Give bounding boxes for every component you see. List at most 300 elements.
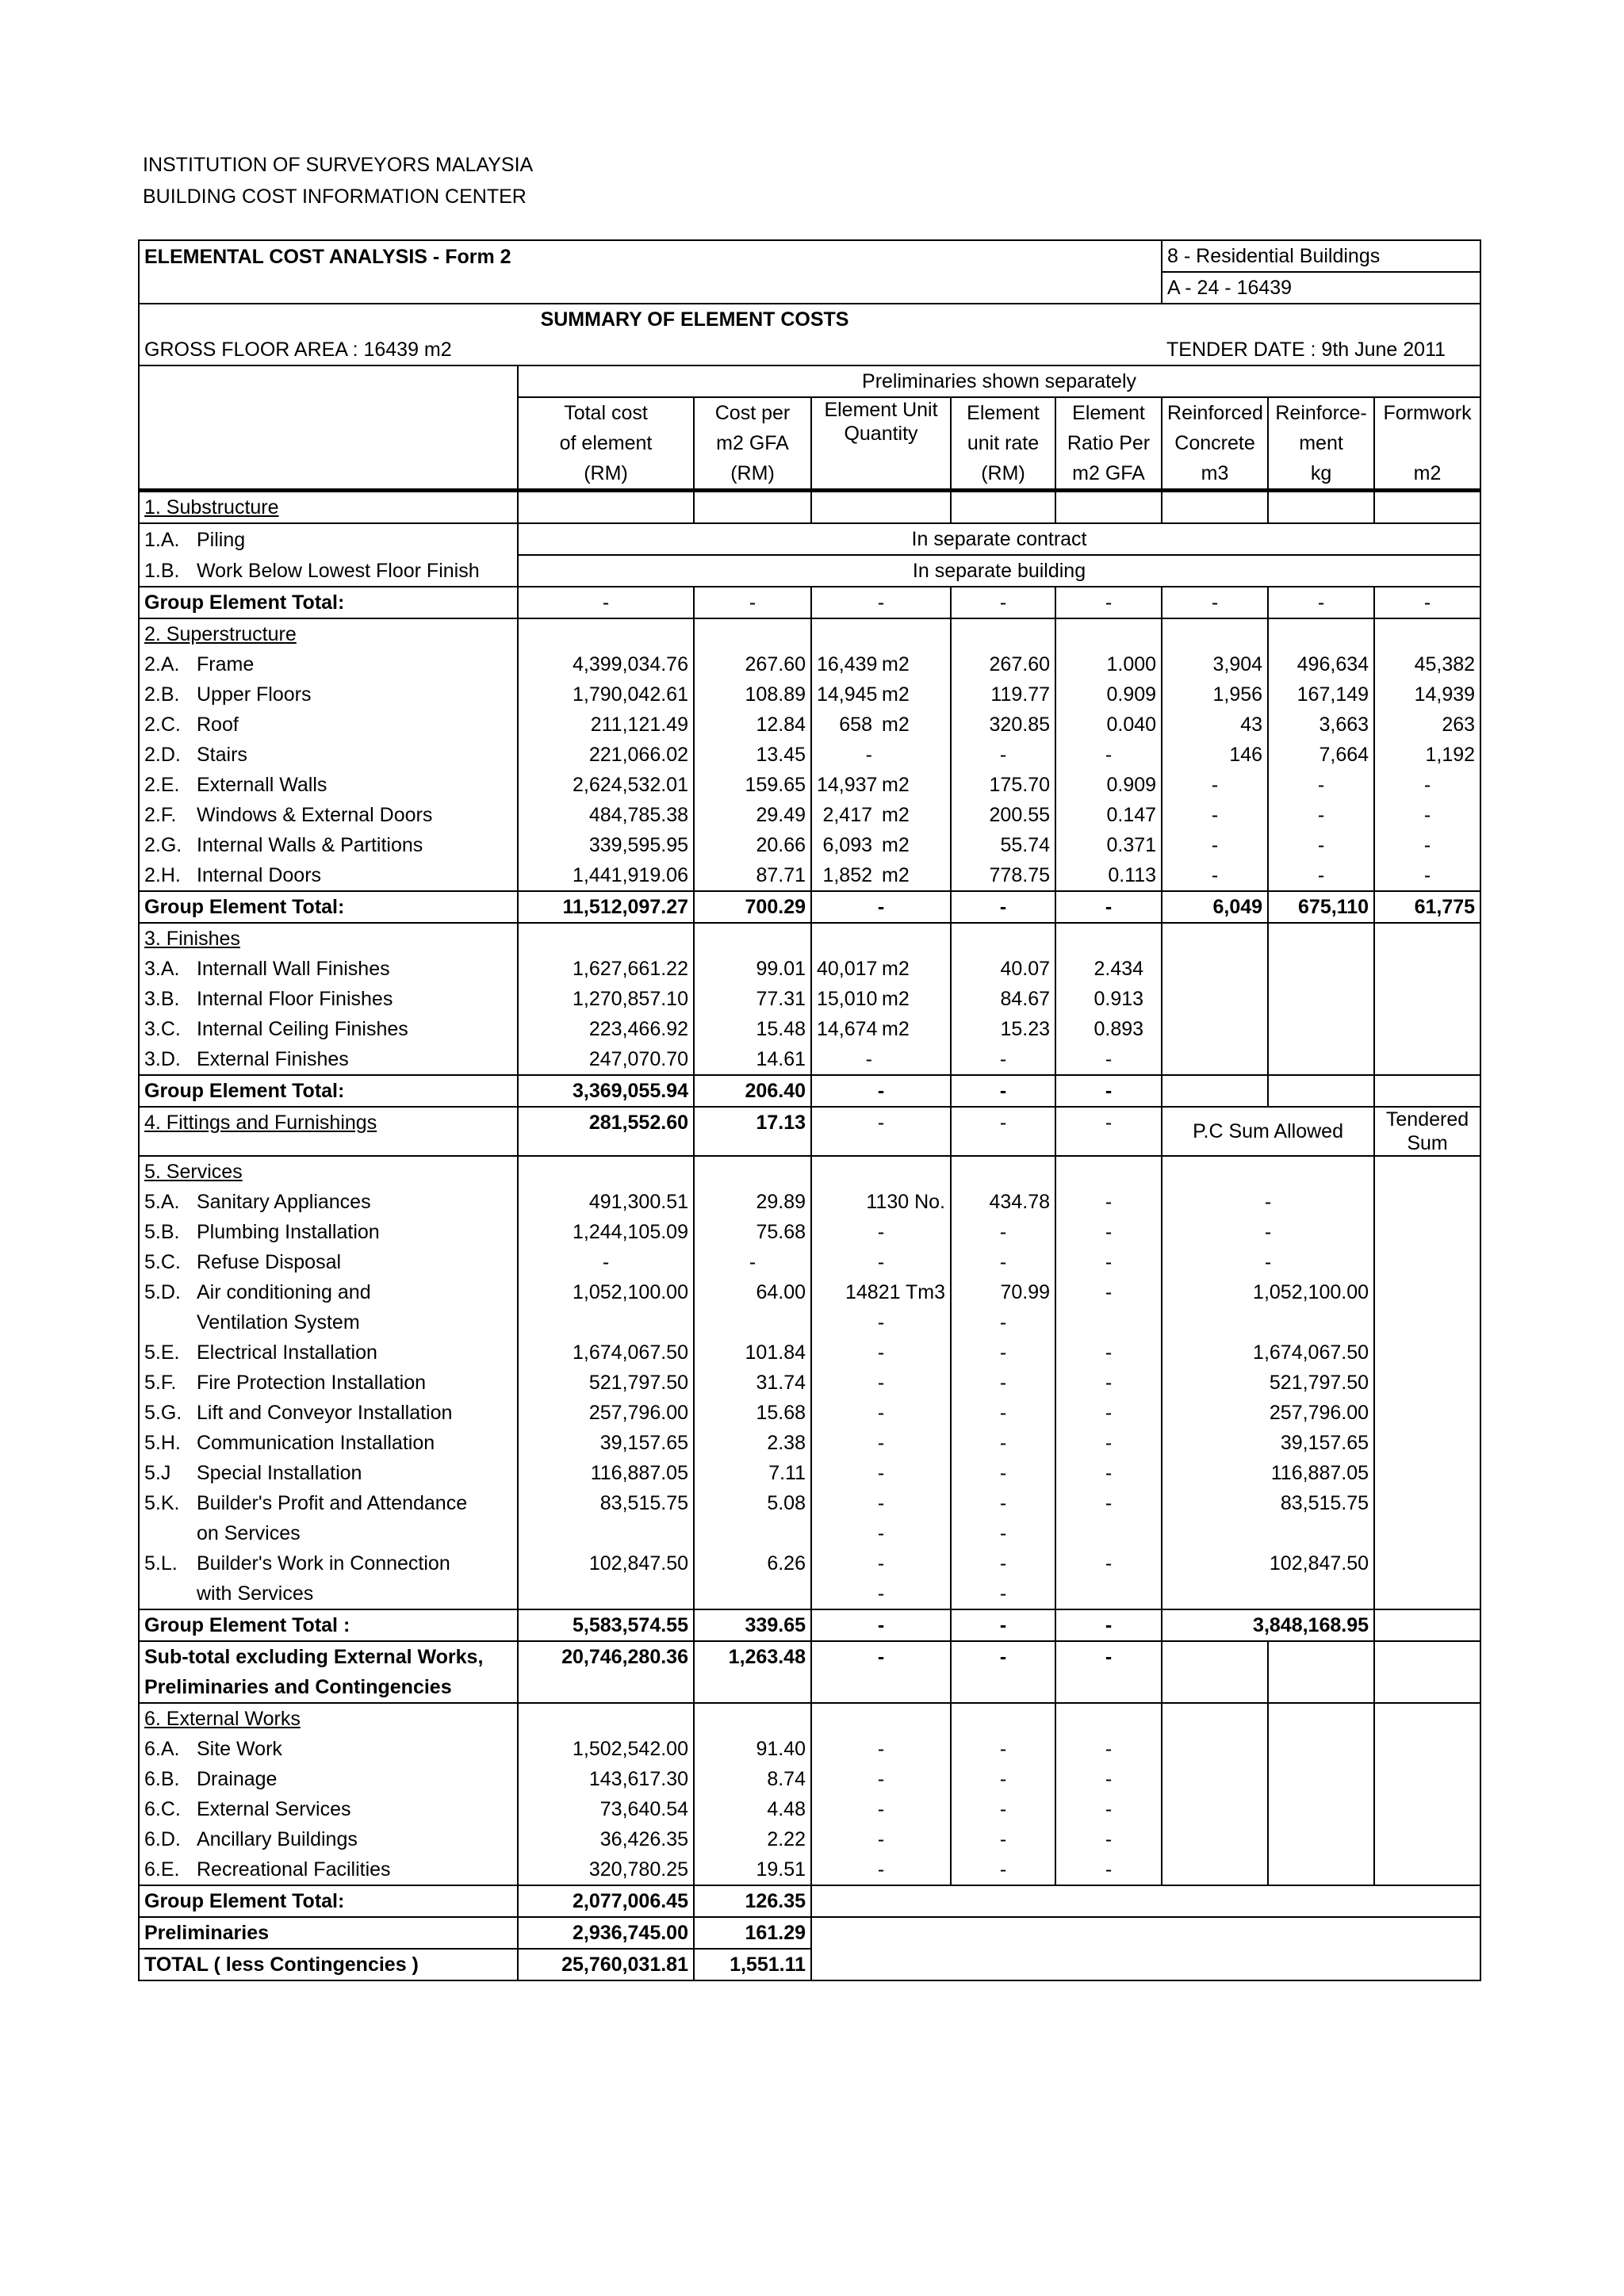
table-cell — [1162, 1854, 1268, 1885]
table-row — [139, 800, 1480, 830]
table-cell — [139, 1398, 518, 1428]
total-cost: 1,270,857.10 — [518, 984, 694, 1014]
unit-rate: 40.07 — [951, 954, 1055, 984]
preliminaries-row-value: 161.29 — [694, 1917, 811, 1949]
item-label: Externall Walls — [197, 774, 327, 796]
table-row — [139, 770, 1480, 800]
table-cell — [694, 491, 811, 524]
unit-rate: - — [951, 1107, 1055, 1156]
item-label: with Services — [197, 1582, 314, 1605]
pc-sum-value: - — [1162, 1187, 1374, 1217]
total-cost: 484,785.38 — [518, 800, 694, 830]
column-header: Reinforced — [1162, 397, 1268, 428]
reinforced-concrete: 1,956 — [1162, 679, 1268, 710]
table-cell — [1162, 618, 1268, 649]
item-label: Fire Protection Installation — [197, 1372, 427, 1394]
column-header: Quantity — [844, 423, 918, 445]
table-cell — [139, 1764, 518, 1794]
table-row — [139, 1488, 1480, 1518]
qty-unit: m2 — [882, 958, 910, 980]
unit-quantity: - — [811, 1107, 951, 1156]
item-code: 5.E. — [144, 1341, 180, 1364]
table-row — [139, 1824, 1480, 1854]
total-cost: 211,121.49 — [518, 710, 694, 740]
table-cell — [1268, 1641, 1374, 1672]
total-cost: 1,674,067.50 — [518, 1337, 694, 1368]
qty-value: 16,439 — [817, 653, 878, 675]
reinforcement: - — [1268, 770, 1374, 800]
formwork: - — [1374, 860, 1480, 891]
table-cell — [1162, 923, 1268, 954]
column-header: of element — [518, 428, 694, 458]
tendered-sum-note: Tendered — [1385, 1108, 1469, 1131]
item-label: Internal Doors — [197, 864, 322, 886]
item-code: 6.E. — [144, 1858, 180, 1881]
unit-quantity: - — [811, 1337, 951, 1368]
column-header: m2 — [1374, 458, 1480, 491]
group-total-value: - — [1055, 891, 1162, 923]
qty-value: 2,417 — [822, 804, 872, 826]
table-cell — [951, 1703, 1055, 1734]
cost-per-m2: 8.74 — [694, 1764, 811, 1794]
item-label: Internal Ceiling Finishes — [197, 1018, 408, 1040]
total-cost: - — [518, 1247, 694, 1277]
table-row — [139, 740, 1480, 770]
element-ratio: 0.147 — [1055, 800, 1162, 830]
table-cell — [1162, 1075, 1268, 1107]
item-code: 2.F. — [144, 804, 177, 826]
total-cost: 1,441,919.06 — [518, 860, 694, 891]
element-ratio: 0.040 — [1055, 710, 1162, 740]
table-cell — [811, 770, 951, 800]
table-cell — [1374, 923, 1480, 954]
unit-rate: - — [951, 1247, 1055, 1277]
table-cell — [139, 984, 518, 1014]
unit-quantity: - — [811, 1458, 951, 1488]
table-cell — [1268, 1854, 1374, 1885]
table-cell — [139, 1307, 518, 1337]
unit-rate: - — [951, 1217, 1055, 1247]
total-cost: 521,797.50 — [518, 1368, 694, 1398]
item-label: Internall Wall Finishes — [197, 958, 390, 980]
table-cell — [1162, 1703, 1268, 1734]
cost-per-m2: 2.38 — [694, 1428, 811, 1458]
col-element-unit-quantity — [811, 397, 951, 491]
subtotal-value: - — [811, 1641, 951, 1672]
item-code: 2.B. — [144, 683, 180, 706]
cost-per-m2: 13.45 — [694, 740, 811, 770]
table-cell — [139, 1368, 518, 1398]
unit-rate: - — [951, 1854, 1055, 1885]
element-ratio — [1055, 1307, 1162, 1337]
table-cell — [1374, 1641, 1480, 1672]
item-code: 2.D. — [144, 744, 181, 766]
group-total-row — [139, 587, 1480, 618]
qty-unit: m2 — [882, 834, 910, 856]
unit-rate: - — [951, 1794, 1055, 1824]
unit-quantity: - — [811, 1854, 951, 1885]
item-label: External Finishes — [197, 1048, 349, 1070]
table-cell — [811, 1917, 1480, 1949]
group-total-value: - — [951, 891, 1055, 923]
unit-rate: 320.85 — [951, 710, 1055, 740]
unit-rate: - — [951, 1518, 1055, 1548]
table-cell — [1374, 1703, 1480, 1734]
tendered-sum-note: Sum — [1407, 1132, 1448, 1154]
cost-per-m2: 17.13 — [694, 1107, 811, 1156]
table-row — [139, 1734, 1480, 1764]
unit-quantity — [817, 710, 945, 740]
item-label: Frame — [197, 653, 255, 675]
table-row — [139, 710, 1480, 740]
subtotal-value: - — [951, 1641, 1055, 1672]
section-header — [139, 923, 1480, 954]
work-below-note: In separate building — [518, 555, 1480, 587]
table-row — [139, 1854, 1480, 1885]
table-cell — [951, 1672, 1055, 1703]
unit-quantity: - — [811, 1488, 951, 1518]
unit-rate: - — [951, 1734, 1055, 1764]
cost-per-m2: 12.84 — [694, 710, 811, 740]
table-cell — [1374, 1307, 1480, 1337]
total-cost: 2,624,532.01 — [518, 770, 694, 800]
form-ref-row — [139, 272, 1480, 304]
table-cell — [1374, 1854, 1480, 1885]
element-ratio: - — [1055, 1428, 1162, 1458]
tender-date: TENDER DATE : 9th June 2011 — [1162, 335, 1480, 365]
table-cell — [1268, 923, 1374, 954]
cost-per-m2: 2.22 — [694, 1824, 811, 1854]
pc-sum-value: 102,847.50 — [1162, 1548, 1374, 1578]
center-name: BUILDING COST INFORMATION CENTER — [143, 186, 527, 208]
table-cell — [811, 860, 951, 891]
unit-quantity: - — [811, 1398, 951, 1428]
table-cell — [811, 830, 951, 860]
unit-quantity — [817, 649, 945, 679]
item-code: 3.A. — [144, 958, 180, 980]
grand-total-row-value: 25,760,031.81 — [518, 1949, 694, 1980]
table-cell — [811, 1156, 951, 1187]
cost-per-m2: 31.74 — [694, 1368, 811, 1398]
pc-sum-value: - — [1162, 1247, 1374, 1277]
item-code: 2.A. — [144, 653, 180, 675]
table-cell — [139, 770, 518, 800]
unit-quantity — [817, 860, 945, 890]
total-cost: 257,796.00 — [518, 1398, 694, 1428]
table-cell — [139, 679, 518, 710]
cost-per-m2: 87.71 — [694, 860, 811, 891]
table-cell — [1268, 1764, 1374, 1794]
group-total-value: 61,775 — [1374, 891, 1480, 923]
element-ratio: - — [1055, 1488, 1162, 1518]
table-cell — [139, 1277, 518, 1307]
qty-unit: m2 — [882, 864, 910, 886]
table-cell — [951, 491, 1055, 524]
reinforced-concrete: 43 — [1162, 710, 1268, 740]
section-finishes: 3. Finishes — [139, 923, 518, 954]
group-total-value: - — [811, 1075, 951, 1107]
qty-value: 6,093 — [822, 834, 872, 856]
pc-sum-value — [1162, 1307, 1374, 1337]
table-cell — [951, 923, 1055, 954]
group-total-value: 3,848,168.95 — [1162, 1609, 1374, 1641]
org-name: INSTITUTION OF SURVEYORS MALAYSIA — [143, 154, 534, 176]
table-row — [139, 1398, 1480, 1428]
item-label: Ventilation System — [197, 1311, 360, 1334]
column-header: Formwork — [1374, 397, 1480, 428]
table-cell — [1268, 1824, 1374, 1854]
group-total-value: - — [951, 587, 1055, 618]
item-label: Recreational Facilities — [197, 1858, 391, 1881]
table-cell — [1374, 491, 1480, 524]
table-cell — [1374, 1044, 1480, 1075]
unit-rate: - — [951, 1307, 1055, 1337]
table-cell — [1055, 618, 1162, 649]
total-cost: 36,426.35 — [518, 1824, 694, 1854]
table-cell — [694, 1672, 811, 1703]
table-cell — [1162, 1824, 1268, 1854]
cost-per-m2: 19.51 — [694, 1854, 811, 1885]
table-cell — [139, 1578, 518, 1609]
table-cell — [1162, 984, 1268, 1014]
cost-per-m2: 159.65 — [694, 770, 811, 800]
formwork: - — [1374, 770, 1480, 800]
cost-per-m2: 75.68 — [694, 1217, 811, 1247]
group-total-value: - — [1055, 587, 1162, 618]
formwork: - — [1374, 800, 1480, 830]
unit-quantity: - — [811, 1428, 951, 1458]
table-cell — [811, 1949, 1480, 1980]
column-header: ment — [1268, 428, 1374, 458]
table-cell — [139, 1428, 518, 1458]
reinforcement: - — [1268, 860, 1374, 891]
total-cost: 83,515.75 — [518, 1488, 694, 1518]
preliminaries-row-value: 2,936,745.00 — [518, 1917, 694, 1949]
table-row — [139, 1337, 1480, 1368]
reinforced-concrete: 146 — [1162, 740, 1268, 770]
item-label: Communication Installation — [197, 1432, 435, 1454]
table-cell — [951, 618, 1055, 649]
table-cell — [1162, 1156, 1374, 1187]
table-cell — [518, 1703, 694, 1734]
table-cell — [1374, 1578, 1480, 1609]
table-cell — [811, 1885, 1480, 1917]
table-cell — [139, 1548, 518, 1578]
group-total-value: - — [811, 1609, 951, 1641]
item-code: 3.C. — [144, 1018, 181, 1040]
element-ratio: - — [1055, 740, 1162, 770]
table-cell — [811, 491, 951, 524]
unit-rate: - — [951, 1368, 1055, 1398]
item-code: 5.L. — [144, 1552, 178, 1575]
group-total-row-label: Group Element Total: — [139, 1885, 518, 1917]
table-cell — [1268, 984, 1374, 1014]
item-code: 6.B. — [144, 1768, 180, 1790]
table-cell — [1268, 1075, 1374, 1107]
total-cost — [518, 1518, 694, 1548]
cost-per-m2: 15.48 — [694, 1014, 811, 1044]
unit-quantity — [817, 954, 945, 984]
subtotal-value: 1,263.48 — [694, 1641, 811, 1672]
cost-per-m2: 91.40 — [694, 1734, 811, 1764]
pc-sum-value — [1162, 1578, 1374, 1609]
formwork: 263 — [1374, 710, 1480, 740]
reinforced-concrete: 3,904 — [1162, 649, 1268, 679]
section-external-works: 6. External Works — [139, 1703, 518, 1734]
unit-quantity: 14821 Tm3 — [811, 1277, 951, 1307]
column-header: Total cost — [518, 397, 694, 428]
item-code: 5.H. — [144, 1432, 181, 1454]
group-total-value: 339.65 — [694, 1609, 811, 1641]
reinforced-concrete: - — [1162, 830, 1268, 860]
item-code: 5.J — [144, 1462, 171, 1484]
total-cost: 1,627,661.22 — [518, 954, 694, 984]
item-code: 5.K. — [144, 1492, 180, 1514]
qty-value: 1,852 — [822, 864, 872, 886]
table-cell — [811, 923, 951, 954]
group-total-row-value: 126.35 — [694, 1885, 811, 1917]
column-header — [1374, 428, 1480, 458]
table-cell — [518, 923, 694, 954]
table-cell — [1162, 954, 1268, 984]
column-header: Element — [951, 397, 1055, 428]
item-label: Internal Walls & Partitions — [197, 834, 423, 856]
table-cell — [1162, 1014, 1268, 1044]
table-cell — [1268, 954, 1374, 984]
cost-per-m2: 6.26 — [694, 1548, 811, 1578]
cost-per-m2: 267.60 — [694, 649, 811, 679]
table-cell — [139, 710, 518, 740]
section-header — [139, 618, 1480, 649]
group-total-value: 206.40 — [694, 1075, 811, 1107]
unit-rate: 200.55 — [951, 800, 1055, 830]
item-code: 2.E. — [144, 774, 180, 796]
unit-rate: 70.99 — [951, 1277, 1055, 1307]
table-cell — [139, 1247, 518, 1277]
item-label: Lift and Conveyor Installation — [197, 1402, 453, 1424]
qty-value: 14,945 — [817, 683, 878, 706]
item-code: 5.A. — [144, 1191, 180, 1213]
item-label: Work Below Lowest Floor Finish — [197, 559, 480, 582]
table-cell — [1162, 1734, 1268, 1764]
section-superstructure: 2. Superstructure — [139, 618, 518, 649]
unit-rate: - — [951, 1398, 1055, 1428]
element-ratio: - — [1055, 1368, 1162, 1398]
unit-quantity — [817, 679, 945, 710]
table-cell — [139, 1518, 518, 1548]
table-cell — [811, 679, 951, 710]
column-header: Concrete — [1162, 428, 1268, 458]
table-cell — [694, 923, 811, 954]
unit-quantity: - — [811, 1794, 951, 1824]
table-cell — [1055, 1156, 1162, 1187]
group-total-row — [139, 1609, 1480, 1641]
table-row — [139, 1518, 1480, 1548]
table-cell — [1374, 1107, 1480, 1156]
group-total-value: - — [1268, 587, 1374, 618]
section-header — [139, 1703, 1480, 1734]
table-cell — [811, 740, 951, 770]
item-label: External Services — [197, 1798, 351, 1820]
element-ratio: - — [1055, 1824, 1162, 1854]
preliminaries-note: Preliminaries shown separately — [518, 365, 1480, 397]
table-cell — [1374, 1368, 1480, 1398]
form-title-row — [139, 240, 1480, 272]
piling-note: In separate contract — [518, 523, 1480, 555]
total-cost: 281,552.60 — [518, 1107, 694, 1156]
group-total-label: Group Element Total: — [139, 587, 518, 618]
table-cell — [694, 618, 811, 649]
table-row — [139, 984, 1480, 1014]
qty-unit: m2 — [882, 988, 910, 1010]
total-cost: 1,052,100.00 — [518, 1277, 694, 1307]
item-label: Builder's Work in Connection — [197, 1552, 450, 1575]
total-cost: 73,640.54 — [518, 1794, 694, 1824]
column-header: Element Unit — [824, 399, 938, 421]
gfa-row — [139, 335, 1480, 365]
cost-per-m2: 29.89 — [694, 1187, 811, 1217]
column-header: Ratio Per — [1055, 428, 1162, 458]
item-label: Windows & External Doors — [197, 804, 433, 826]
table-cell — [1374, 1609, 1480, 1641]
formwork: 14,939 — [1374, 679, 1480, 710]
element-ratio: - — [1055, 1548, 1162, 1578]
cost-per-m2: 20.66 — [694, 830, 811, 860]
table-cell — [1374, 1247, 1480, 1277]
qty-value: - — [865, 1048, 872, 1070]
unit-rate: 778.75 — [951, 860, 1055, 891]
unit-quantity: - — [811, 1307, 951, 1337]
table-cell — [1268, 1672, 1374, 1703]
element-ratio: 0.371 — [1055, 830, 1162, 860]
column-header: (RM) — [694, 458, 811, 491]
item-code: 5.F. — [144, 1372, 177, 1394]
table-cell — [139, 1458, 518, 1488]
element-ratio: 0.893 — [1055, 1014, 1162, 1044]
qty-unit: m2 — [882, 804, 910, 826]
unit-quantity: - — [811, 1764, 951, 1794]
pc-sum-value: 1,674,067.50 — [1162, 1337, 1374, 1368]
table-cell — [1374, 1014, 1480, 1044]
section-fittings: 4. Fittings and Furnishings — [139, 1107, 518, 1156]
table-cell — [139, 740, 518, 770]
unit-quantity: - — [811, 1824, 951, 1854]
table-cell — [139, 1187, 518, 1217]
subtotal-label: Sub-total excluding External Works, — [139, 1641, 518, 1672]
table-cell — [139, 523, 518, 555]
subtotal-row — [139, 1641, 1480, 1672]
group-total-row-value: 2,077,006.45 — [518, 1885, 694, 1917]
reinforcement: 496,634 — [1268, 649, 1374, 679]
table-cell — [811, 1672, 951, 1703]
element-ratio: 0.913 — [1055, 984, 1162, 1014]
qty-value: 15,010 — [817, 988, 878, 1010]
table-cell — [139, 1794, 518, 1824]
table-cell — [1162, 1641, 1268, 1672]
unit-rate: 175.70 — [951, 770, 1055, 800]
table-cell — [1374, 1764, 1480, 1794]
item-code: 6.D. — [144, 1828, 181, 1850]
element-ratio: 1.000 — [1055, 649, 1162, 679]
table-cell — [1162, 491, 1268, 524]
total-cost: 4,399,034.76 — [518, 649, 694, 679]
table-cell — [1374, 1277, 1480, 1307]
table-row — [139, 1044, 1480, 1075]
group-total-value: - — [694, 587, 811, 618]
item-code: 2.C. — [144, 714, 181, 736]
table-cell — [1374, 1217, 1480, 1247]
total-cost: 116,887.05 — [518, 1458, 694, 1488]
